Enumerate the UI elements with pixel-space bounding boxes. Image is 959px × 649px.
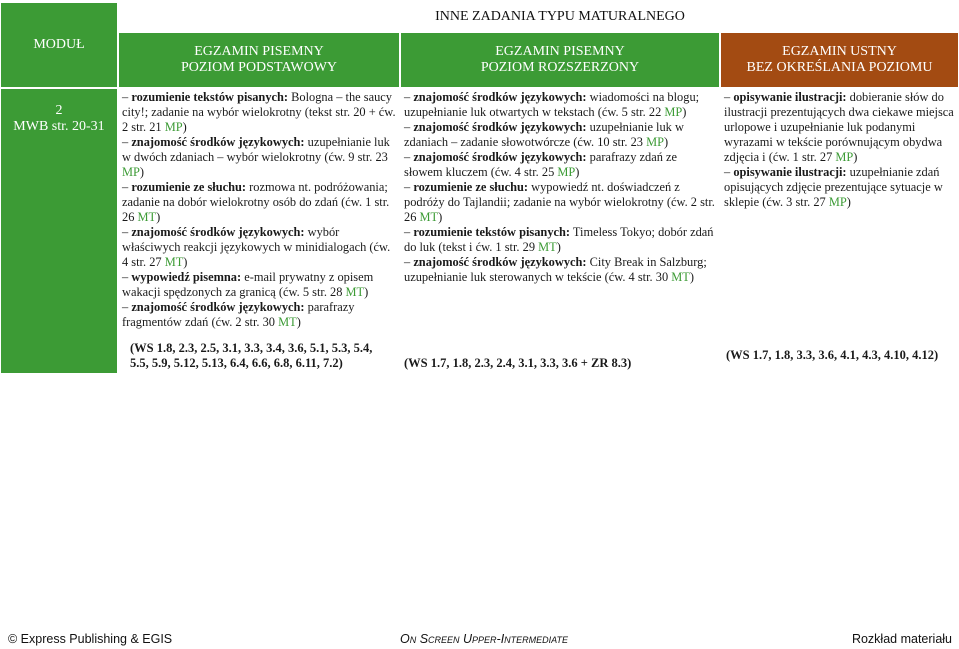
task-ref: MP <box>557 165 576 179</box>
task-text: Bologna – the saucy city!; zadanie na wybór wielokrotny (tekst str. 20 + ćw. 2 str. 21 <box>122 90 396 134</box>
module-pages: MWB str. 20-31 <box>13 119 105 134</box>
module-header-label: MODUŁ <box>33 37 85 52</box>
task-item <box>724 165 956 210</box>
task-text: uzupełnianie zdań opisujących zdjęcie prezentujące sytuacje w sklepie (ćw. 3 str. 27 <box>724 165 943 209</box>
oral-list <box>724 90 956 210</box>
task-dash: – <box>404 255 411 269</box>
task-label: rozumienie tekstów pisanych: <box>413 225 571 239</box>
task-end: ) <box>846 195 851 209</box>
task-dash: – <box>404 180 411 194</box>
task-end: ) <box>296 315 301 329</box>
task-ref: MP <box>122 165 140 179</box>
task-dash: – <box>724 165 731 179</box>
task-end: ) <box>438 210 443 224</box>
task-dash: – <box>122 300 129 314</box>
task-ref: MT <box>671 270 690 284</box>
written-extended-header <box>400 32 720 88</box>
task-text: e-mail prywatny z opisem wakacji spędzonych za granicą (ćw. 5 str. 28 <box>122 270 374 299</box>
task-dash: – <box>404 120 411 134</box>
task-end: ) <box>664 135 669 149</box>
task-item <box>122 135 398 180</box>
task-label: opisywanie ilustracji: <box>733 90 847 104</box>
module-cell <box>0 88 118 374</box>
task-item <box>404 120 718 150</box>
task-end: ) <box>556 240 561 254</box>
task-text: rozmowa nt. podróżowania; zadanie na dobór wielokrotny osób do zdań (ćw. 1 str. 26 <box>122 180 390 224</box>
task-item <box>724 90 956 165</box>
task-label: znajomość środków językowych: <box>413 150 587 164</box>
task-end: ) <box>183 255 188 269</box>
task-dash: – <box>404 90 411 104</box>
task-item <box>404 180 718 225</box>
task-ref: MT <box>538 240 557 254</box>
task-dash: – <box>122 90 129 104</box>
task-text: Timeless Tokyo; dobór zdań do luk (tekst i ćw. 1 str. 29 <box>404 225 714 254</box>
task-ref: MP <box>164 120 183 134</box>
task-ref: MT <box>278 315 297 329</box>
written-basic-header-line1: EGZAMIN PISEMNY <box>194 44 324 59</box>
task-text: wybór właściwych reakcji językowych w minidialogach (ćw. 4 str. 27 <box>122 225 391 269</box>
task-label: rozumienie ze słuchu: <box>131 180 247 194</box>
ws-oral: (WS 1.7, 1.8, 3.3, 3.6, 4.1, 4.3, 4.10, 4.12) <box>726 348 939 362</box>
task-item <box>404 90 718 120</box>
task-label: znajomość środków językowych: <box>131 135 305 149</box>
task-dash: – <box>122 180 129 194</box>
written-extended-list <box>404 90 718 285</box>
task-label: znajomość środków językowych: <box>131 225 305 239</box>
task-label: opisywanie ilustracji: <box>733 165 847 179</box>
task-item <box>122 300 398 330</box>
task-dash: – <box>724 90 731 104</box>
task-item <box>404 150 718 180</box>
task-text: uzupełnianie luk w dwóch zdaniach – wybór wielokrotny (ćw. 9 str. 23 <box>122 135 390 164</box>
task-end: ) <box>575 165 580 179</box>
task-ref: MT <box>164 255 184 269</box>
task-item <box>404 225 718 255</box>
ws-basic: (WS 1.8, 2.3, 2.5, 3.1, 3.3, 3.4, 3.6, 5.1, 5.3, 5.4, 5.5, 5.9, 5.12, 5.13, 6.4, 6.6, 6.8, 6.11, 7.2) <box>130 341 373 370</box>
written-basic-header <box>118 32 400 88</box>
oral-header <box>720 32 959 88</box>
task-label: wypowiedź pisemna: <box>131 270 242 284</box>
oral-content <box>724 90 956 210</box>
footer-center-text: On Screen Upper-Intermediate <box>400 632 569 646</box>
task-text: uzupełnianie luk w zdaniach – zadanie słowotwórcze (ćw. 10 str. 23 <box>404 120 684 149</box>
task-end: ) <box>682 105 687 119</box>
task-label: znajomość środków językowych: <box>413 90 587 104</box>
task-label: rozumienie tekstów pisanych: <box>131 90 289 104</box>
task-item <box>122 270 398 300</box>
footer-left: © Express Publishing & EGIS <box>8 632 173 646</box>
written-extended-header-line1: EGZAMIN PISEMNY <box>495 44 625 59</box>
task-text: City Break in Salzburg; uzupełnianie luk sterowanych w tekście (ćw. 4 str. 30 <box>404 255 707 284</box>
task-text: parafrazy fragmentów zdań (ćw. 2 str. 30 <box>122 300 355 329</box>
oral-header-line1: EGZAMIN USTNY <box>782 44 897 59</box>
written-extended-header-line2: POZIOM ROZSZERZONY <box>480 60 640 75</box>
written-extended-content <box>404 90 718 285</box>
module-number: 2 <box>55 103 63 118</box>
task-dash: – <box>122 225 129 239</box>
task-label: znajomość środków językowych: <box>131 300 305 314</box>
section-title: INNE ZADANIA TYPU MATURALNEGO <box>435 9 685 24</box>
oral-header-line2: BEZ OKREŚLANIA POZIOMU <box>746 60 933 75</box>
task-end: ) <box>139 165 145 179</box>
task-item <box>122 90 398 135</box>
ws-extended: (WS 1.7, 1.8, 2.3, 2.4, 3.1, 3.3, 3.6 + ZR 8.3) <box>404 356 632 370</box>
task-text: dobieranie słów do ilustracji prezentujących dwa ciekawe miejsca urlopowe i uzupełnianie luk podanymi wyrazami w tekście porównującym obydwa zdjęcia i (ćw. 1 str. 27 <box>724 90 954 164</box>
task-text: wiadomości na blogu; uzupełnianie luk otwartych w tekstach (ćw. 5 str. 22 <box>404 90 700 119</box>
written-basic-header-line2: POZIOM PODSTAWOWY <box>180 60 338 75</box>
task-label: znajomość środków językowych: <box>413 255 587 269</box>
task-item <box>122 180 398 225</box>
task-end: ) <box>182 120 187 134</box>
task-ref: MT <box>137 210 157 224</box>
task-dash: – <box>404 150 411 164</box>
task-ref: MP <box>646 135 665 149</box>
task-item <box>404 255 718 285</box>
footer-center <box>400 632 660 646</box>
task-end: ) <box>364 285 369 299</box>
task-text: wypowiedź nt. doświadczeń z podróży do Tajlandii; zadanie na wybór wielokrotny (ćw. 2 str. 26 <box>404 180 715 224</box>
task-item <box>122 225 398 270</box>
task-end: ) <box>156 210 161 224</box>
task-ref: MT <box>345 285 365 299</box>
written-basic-content <box>122 90 398 330</box>
module-header <box>0 2 118 88</box>
task-text: parafrazy zdań ze słowem kluczem (ćw. 4 str. 25 <box>404 150 677 179</box>
footer-right: Rozkład materiału <box>851 632 952 646</box>
task-ref: MT <box>419 210 439 224</box>
task-label: znajomość środków językowych: <box>413 120 587 134</box>
task-dash: – <box>404 225 411 239</box>
written-basic-list <box>122 90 398 330</box>
task-end: ) <box>853 150 858 164</box>
task-ref: MP <box>835 150 854 164</box>
task-dash: – <box>122 135 129 149</box>
task-end: ) <box>689 270 694 284</box>
task-dash: – <box>122 270 129 284</box>
task-ref: MP <box>828 195 847 209</box>
task-ref: MP <box>664 105 683 119</box>
task-label: rozumienie ze słuchu: <box>413 180 529 194</box>
